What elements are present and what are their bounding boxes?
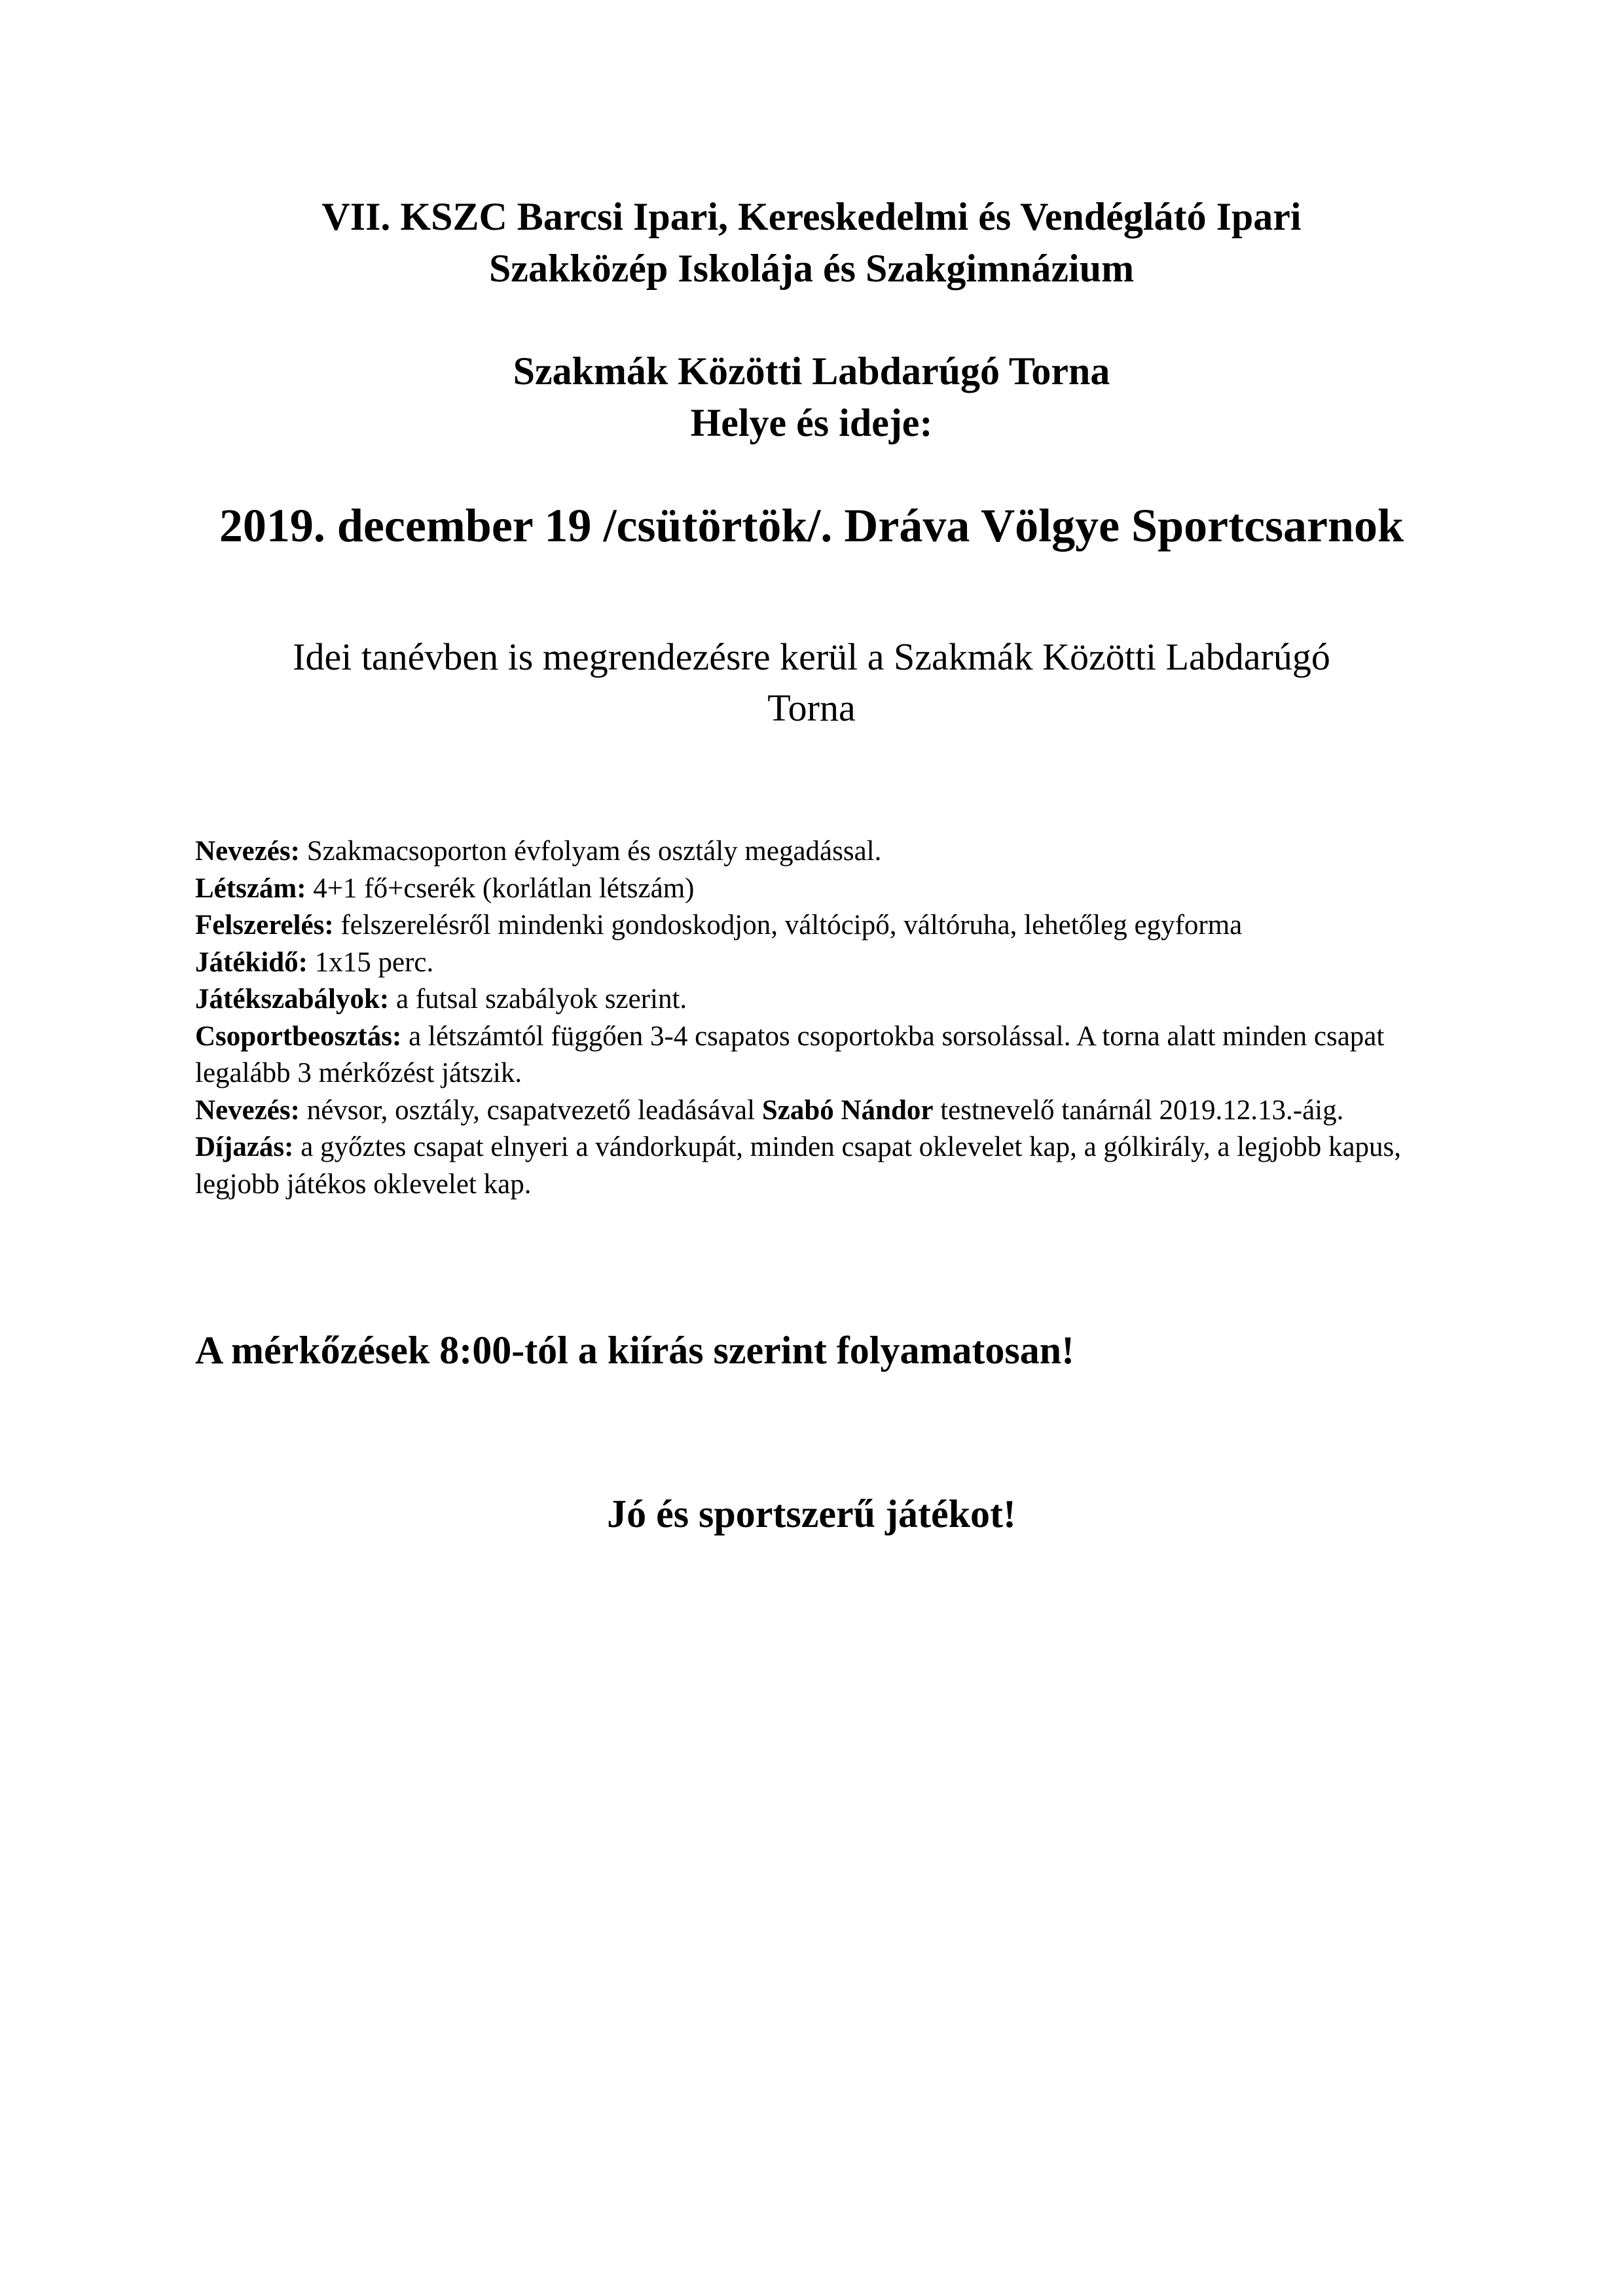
intro-line-2: Torna: [767, 687, 856, 729]
school-name-line-2: Szakközép Iskolája és Szakgimnázium: [488, 247, 1135, 290]
match-start-note: A mérkőzések 8:00-tól a kiírás szerint folyamatosan!: [195, 1329, 1075, 1372]
teacher-name: Szabó Nándor: [761, 1094, 934, 1126]
rules-section: [195, 833, 1459, 1203]
closing-greeting: Jó és sportszerű játékot!: [607, 1492, 1016, 1535]
detail-entry-rules: Játékszabályok: a futsal szabályok szerint.: [195, 984, 687, 1014]
school-name-line-1: VII. KSZC Barcsi Ipari, Kereskedelmi és Vendéglátó Ipari: [321, 195, 1302, 238]
detail-entry-equipment: Felszerelés: felszerelésről mindenki gondoskodjon, váltócipő, váltóruha, lehetőleg egyforma: [195, 910, 1243, 941]
detail-entry-headcount: Létszám: 4+1 fő+cserék (korlátlan létszám): [195, 872, 695, 904]
intro-line-1: Idei tanévben is megrendezésre kerül a Szakmák Közötti Labdarúgó: [293, 636, 1330, 678]
event-date-location: 2019. december 19 /csütörtök/. Dráva Völgye Sportcsarnok: [219, 499, 1404, 552]
event-title: Szakmák Közötti Labdarúgó Torna: [513, 350, 1110, 393]
detail-entry-playing-time: Játékidő: 1x15 perc.: [195, 946, 434, 978]
detail-entry-registration: Nevezés: Szakmacsoporton évfolyam és osztály megadással.: [195, 836, 882, 867]
detail-entry-prizes: Díjazás: a győztes csapat elnyeri a vándorkupát, minden csapat oklevelet kap, a gólkirály, a legjobb kapus, legjobb játékos oklevelet kap.: [195, 1132, 1402, 1200]
detail-entry-groups: Csoportbeosztás: a létszámtól függően 3-4 csapatos csoportokba sorsolással. A torna alatt minden csapat legalább 3 mérkőzést játszik.: [195, 1020, 1385, 1088]
detail-entry-entry-deadline: Nevezés: névsor, osztály, csapatvezető leadásával Szabó Nándor testnevelő tanárnál 2019.12.13.-áig.: [195, 1094, 1344, 1126]
place-time-label: Helye és ideje:: [690, 401, 933, 444]
